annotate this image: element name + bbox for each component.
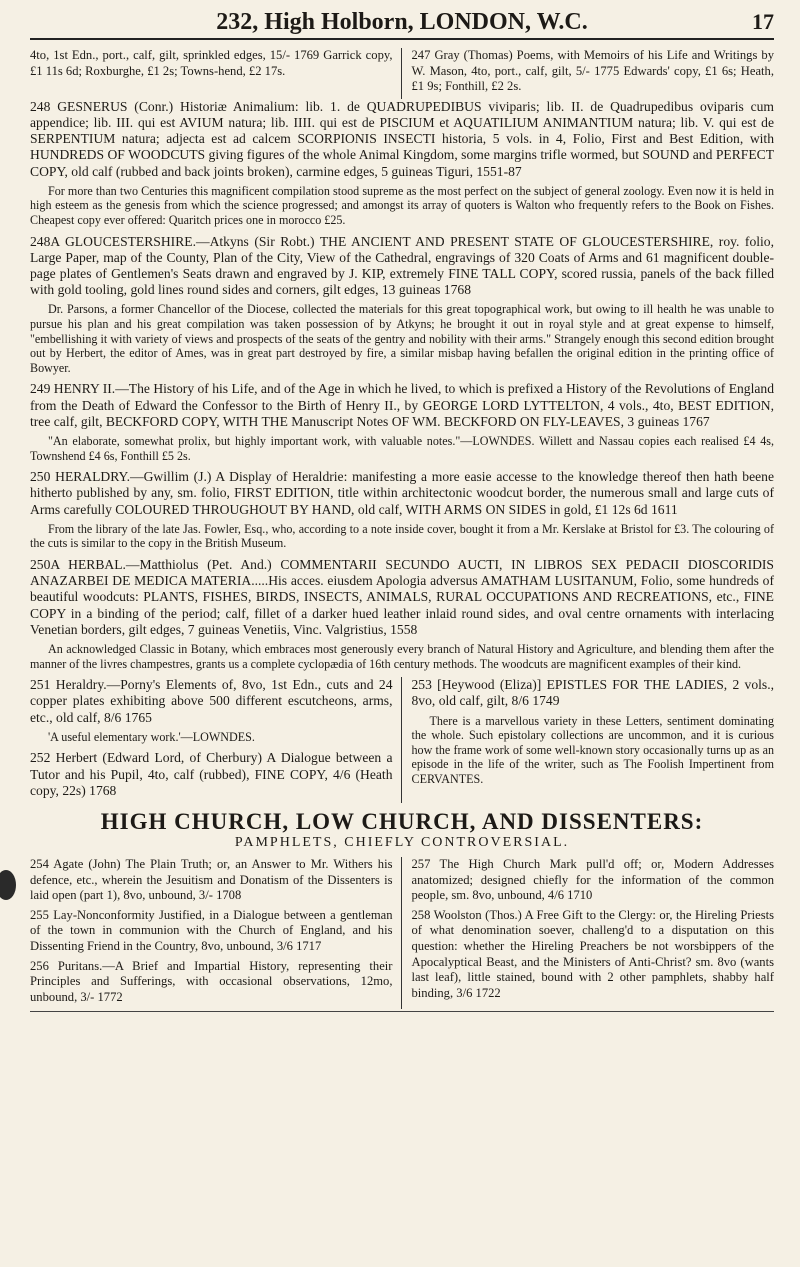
entry-249-note: "An elaborate, somewhat prolix, but highly important work, with valuable notes."—LOWNDES. Willett and Nassau copies each realised £4 4s, Townshend £4 6s, Fonthill £5 2s.	[30, 433, 774, 463]
top-left-column	[30, 48, 402, 99]
entry-248a: 248A GLOUCESTERSHIRE.—Atkyns (Sir Robt.) THE ANCIENT AND PRESENT STATE OF GLOUCESTERSHIRE, roy. folio, Large Paper, map of the County, Plan of the City, View of the Cathedral, engravings of 320 Coats of Arms and 61 magnificent double-page plates of Gentlemen's Seats drawn and engraved by J. KIP, extremely FINE TALL COPY, scored russia, panels of the back filled with gold tooling, gold lines round sides and corners, gilt edges, 13 guineas 1768	[30, 233, 774, 298]
entry-250-note: From the library of the late Jas. Fowler, Esq., who, according to a note inside cover, bought it from a Mr. Kerslake at Bristol for £3. The colouring of the cuts is similar to the copy in the British Museum.	[30, 521, 774, 551]
entry-250a: 250A HERBAL.—Matthiolus (Pet. And.) COMMENTARII SECUNDO AUCTI, IN LIBROS SEX PEDACII DIOSCORIDIS ANAZARBEI DE MEDICA MATERIA.....His acces. eiusdem Apologia adversus AMATHAM LUSITANUM, Folio, some hundreds of beautiful woodcuts: PLANTS, FISHES, BIRDS, INSECTS, ANIMALS, RURAL OCCUPATIONS AND RECREATIONS, etc., FINE COPY in a binding of the period; calf, fillet of a darker hued leather inlaid round sides, and oval centre ornaments with interlacing Venetian borders, gilt edges, 7 guineas Venetiis, Vinc. Valgristius, 1558	[30, 556, 774, 637]
top-right-column	[412, 48, 775, 99]
entry-246-continued: 4to, 1st Edn., port., calf, gilt, sprinkled edges, 15/- 1769 Garrick copy, £1 11s 6d; Roxburghe, £1 2s; Towns-hend, £2 17s.	[30, 48, 393, 78]
entry-251-note: 'A useful elementary work.'—LOWNDES.	[48, 729, 255, 744]
entry-256: 256 Puritans.—A Brief and Impartial History, representing their Principles and Sufferings, with occasional observations, 12mo, unbound, 3/- 1772	[30, 958, 393, 1004]
entry-253: 253 [Heywood (Eliza)] EPISTLES FOR THE LADIES, 2 vols., 8vo, old calf, gilt, 8/6 1749	[411, 677, 774, 709]
entry-250a-note: An acknowledged Classic in Botany, which embraces most generously every branch of Natural History and Agriculture, and blending them after the manner of the livres champestres, grants us a complete cyclopædia of 16th century methods. The woodcuts are magnificent examples of their kind.	[30, 641, 774, 671]
section-title: HIGH CHURCH, LOW CHURCH, AND DISSENTERS:	[100, 808, 704, 834]
middle-columns	[30, 677, 774, 803]
header-title: 232, High Holborn, LONDON, W.C.	[216, 9, 588, 35]
entry-247: 247 Gray (Thomas) Poems, with Memoirs of his Life and Writings by W. Mason, 4to, port., calf, gilt, 5/- 1775 Edwards' copy, £1 6s; Heath, £1 9s; Fonthill, £2 2s.	[411, 48, 774, 94]
entry-253-note: There is a marvellous variety in these Letters, sentiment dominating the whole. Such epistolary collections are uncommon, and it is curious how the frame work of some well-known story occasionally turns up as an episode in the life of the writer, such as The Foolish Impertinent from CERVANTES.	[411, 713, 774, 786]
entry-248: 248 GESNERUS (Conr.) Historiæ Animalium: lib. 1. de QUADRUPEDIBUS viviparis; lib. II. de Quadrupedibus oviparis cum appendice; lib. III. qui est AVIUM natura; lib. IIII. qui est de PISCIUM et AQUATILIUM ANIMANTIUM natura; lib. V. qui est de SERPENTIUM natura; adjecta est ad calcem SCORPIONIS INSECTI historia, 5 vols. in 4, Folio, First and Best Edition, with HUNDREDS OF WOODCUTS giving figures of the whole Animal Kingdom, some margins trifle wormed, but SOUND and PERFECT COPY, old calf (rubbed and back joints broken), carmine edges, 5 guineas Tiguri, 1551-87	[30, 98, 774, 179]
entry-258: 258 Woolston (Thos.) A Free Gift to the Clergy: or, the Hireling Priests of what denomination soever, challeng'd to a disputation on this question: whether the Hireling Preachers be not worsbippers of the Apocalyptical Beast, and the Ministers of Anti-Christ? sm. 8vo (wants last leaf), little stained, bound with 2 other pamphlets, shabby half binding, 3/6 1722	[411, 907, 774, 1000]
binding-hole-mark	[0, 870, 16, 900]
footer-rule	[30, 1011, 774, 1012]
entry-248a-note: Dr. Parsons, a former Chancellor of the Diocese, collected the materials for this great topographical work, but owing to ill health he was unable to pursue his plan and his great compilation was taken possession of by Atkyns; he brought it out in royal style and at great expense to himself, "embellishing it with variety of views and prospects of the seats of the gentry and nobility with their arms." Strangely enough this second edition brought out by Herbert, the editor of Ames, was in great part destroyed by fire, a similar misbap having befallen the original edition in the printing office of Bowyer.	[30, 302, 774, 375]
header-rule	[30, 38, 774, 40]
entry-257: 257 The High Church Mark pull'd off; or, Modern Addresses anatomized; designed chiefly for the information of the common people, sm. 8vo, unbound, 4/6 1710	[411, 856, 774, 903]
entry-254: 254 Agate (John) The Plain Truth; or, an Answer to Mr. Withers his defence, etc., wherein the Jesuitism and Donatism of the Dissenters is laid open (part 1), 8vo, unbound, 3/- 1708	[30, 856, 393, 903]
main-entries	[30, 99, 774, 671]
entry-251: 251 Heraldry.—Porny's Elements of, 8vo, 1st Edn., cuts and 24 copper plates exhibiting above 500 different escutcheons, arms, etc., old calf, 8/6 1765	[30, 677, 393, 725]
running-header	[30, 8, 774, 36]
entry-249: 249 HENRY II.—The History of his Life, and of the Age in which he lived, to which is prefixed a History of the Revolutions of England from the Death of Edward the Confessor to the Birth of Henry II., by GEORGE LORD LYTTELTON, 4 vols., 4to, BEST EDITION, tree calf, gilt, BECKFORD COPY, WITH THE Manuscript Notes OF WM. BECKFORD ON FLY-LEAVES, 3 guineas 1767	[30, 381, 774, 429]
entry-255: 255 Lay-Nonconformity Justified, in a Dialogue between a gentleman of the town in communion with the Church of England, and his Dissenting Friend in the Country, 8vo, unbound, 3/6 1717	[30, 907, 393, 953]
top-columns	[30, 48, 774, 99]
entry-248-note: For more than two Centuries this magnificent compilation stood supreme as the most perfect on the subject of general zoology. Even now it is held in high esteem as the genesis from which the science progressed; and amongst its array of quoters is Walton who frequently refers to the Book on Fishes. Cheapest copy ever offered: Quaritch prices one in morocco £25.	[30, 183, 774, 227]
entry-252: 252 Herbert (Edward Lord, of Cherbury) A Dialogue between a Tutor and his Pupil, 4to, calf (rubbed), FINE COPY, 4/6 (Heath copy, 22s) 1768	[30, 750, 393, 798]
middle-right-column	[412, 677, 775, 803]
entry-250: 250 HERALDRY.—Gwillim (J.) A Display of Heraldrie: manifesting a more easie accesse to the knowledge thereof then hath beene hitherto published by any, sm. folio, FIRST EDITION, title within architectonic woodcut border, the numerous small and large cuts of Arms carefully COLOURED THROUGHOUT BY HAND, old calf, WITH ARMS ON SIDES in gold, £1 12s 6d 1611	[30, 469, 774, 517]
page-number: 17	[752, 9, 774, 34]
bottom-right-column	[412, 857, 775, 1009]
section-subtitle: PAMPHLETS, CHIEFLY CONTROVERSIAL.	[234, 834, 570, 850]
bottom-left-column	[30, 857, 402, 1009]
bottom-columns	[30, 857, 774, 1009]
middle-left-column	[30, 677, 402, 803]
